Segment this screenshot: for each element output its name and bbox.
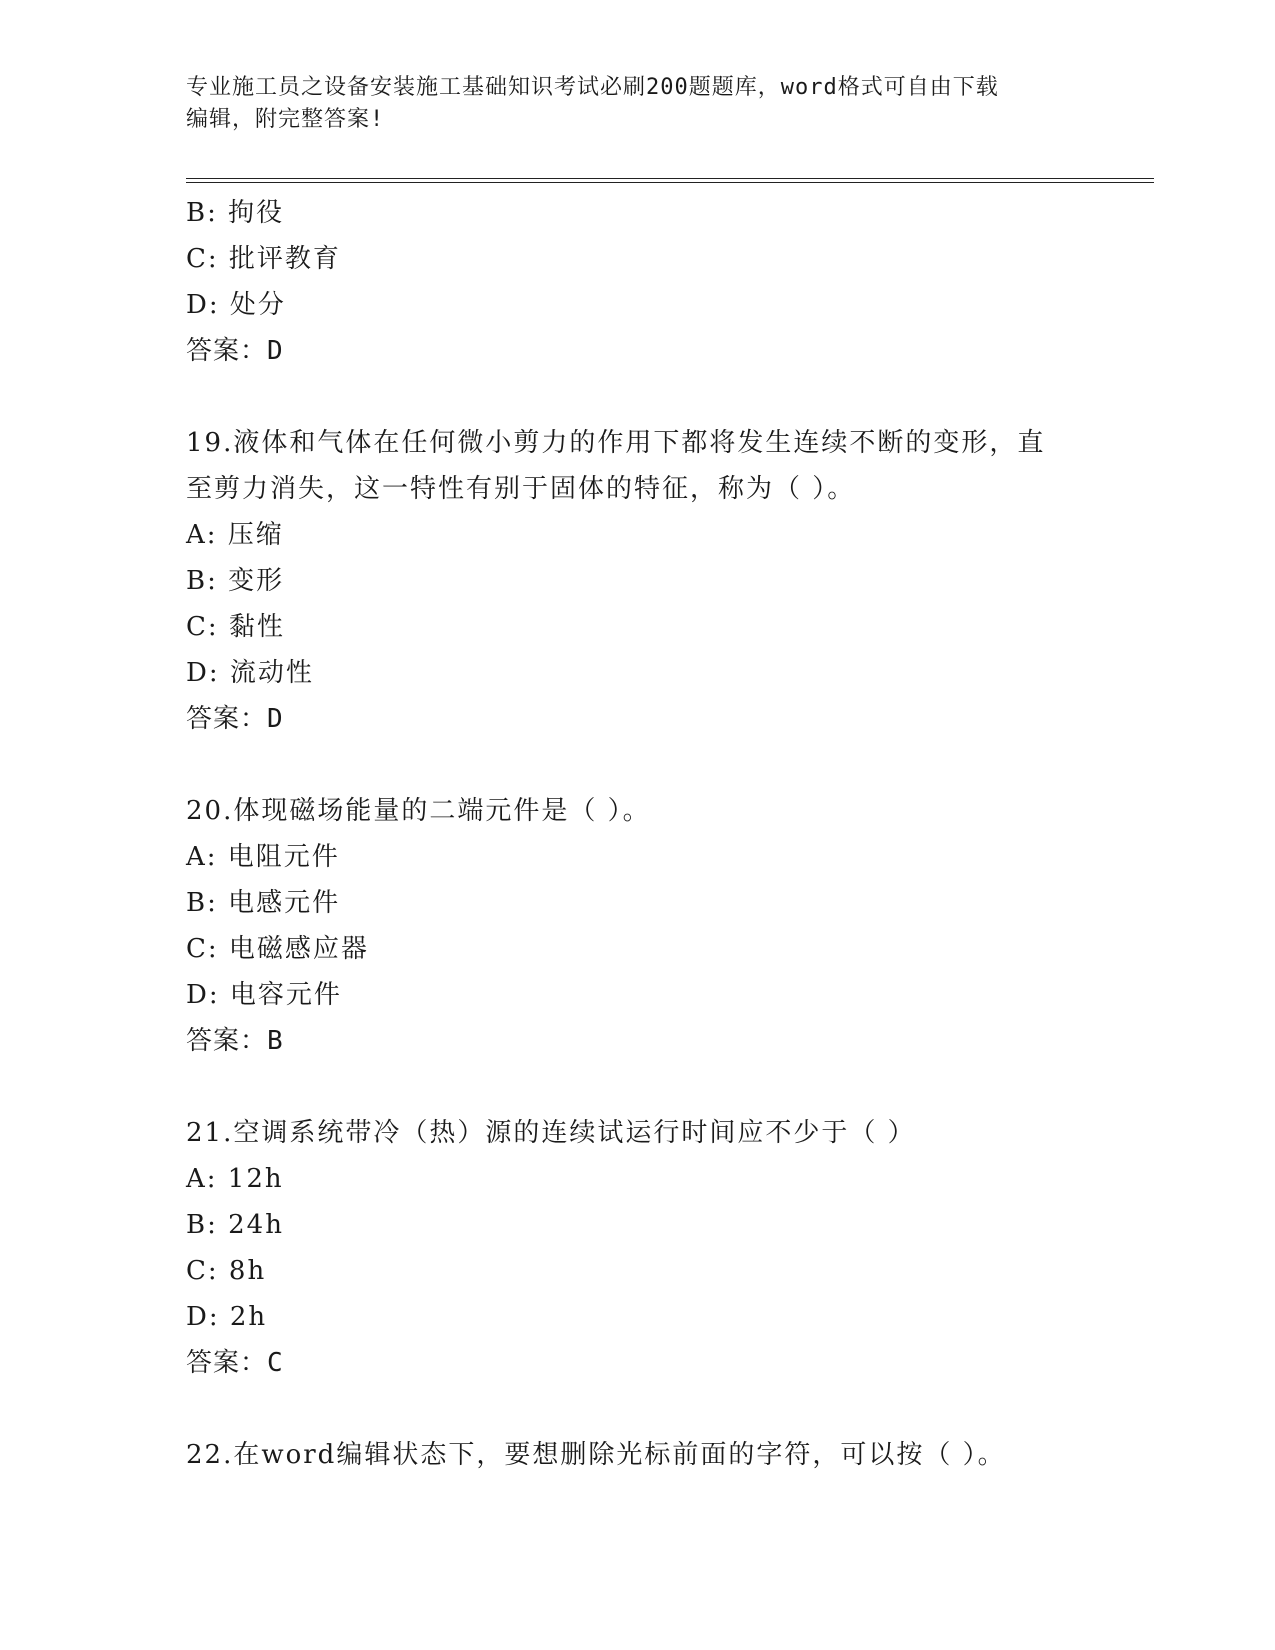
- option-d: D: 2h: [186, 1302, 268, 1332]
- question-18-tail: [186, 190, 1106, 374]
- option-c: C: 8h: [186, 1256, 267, 1286]
- option-b: B: 电感元件: [186, 888, 341, 918]
- option-d: D: 流动性: [186, 658, 314, 688]
- spacer: [186, 742, 1106, 788]
- option-b: B: 24h: [186, 1210, 284, 1240]
- option-a: A: 12h: [186, 1164, 284, 1194]
- option-c: C: 批评教育: [186, 244, 341, 274]
- question-19: [186, 420, 1106, 742]
- question-22: [186, 1432, 1106, 1478]
- spacer: [186, 1064, 1106, 1110]
- answer: 答案：D: [186, 704, 284, 734]
- option-a: A: 压缩: [186, 520, 284, 550]
- spacer: [186, 374, 1106, 420]
- question-text-line-1: 19.液体和气体在任何微小剪力的作用下都将发生连续不断的变形，直: [186, 428, 1046, 458]
- question-text-line-1: 21.空调系统带冷（热）源的连续试运行时间应不少于（ ）: [186, 1118, 916, 1148]
- answer: 答案：D: [186, 336, 284, 366]
- answer: 答案：C: [186, 1348, 284, 1378]
- option-a: A: 电阻元件: [186, 842, 340, 872]
- option-b: B: 拘役: [186, 198, 285, 228]
- option-c: C: 电磁感应器: [186, 934, 369, 964]
- question-text-line-2: 至剪力消失，这一特性有别于固体的特征，称为（ ）。: [186, 474, 856, 504]
- document-header: [186, 72, 1086, 136]
- question-text-line-1: 20.体现磁场能量的二端元件是（ ）。: [186, 796, 651, 826]
- header-line-1: 专业施工员之设备安装施工基础知识考试必刷200题题库，word格式可自由下载: [186, 75, 999, 100]
- header-divider-top: [186, 178, 1154, 179]
- option-d: D: 电容元件: [186, 980, 342, 1010]
- question-list: [186, 190, 1106, 1478]
- question-text-line-1: 22.在word编辑状态下，要想删除光标前面的字符，可以按（ ）。: [186, 1440, 1006, 1470]
- option-d: D: 处分: [186, 290, 286, 320]
- header-divider-bottom: [186, 182, 1154, 183]
- option-c: C: 黏性: [186, 612, 285, 642]
- option-b: B: 变形: [186, 566, 285, 596]
- answer: 答案：B: [186, 1026, 284, 1056]
- question-21: [186, 1110, 1106, 1386]
- spacer: [186, 1386, 1106, 1432]
- question-20: [186, 788, 1106, 1064]
- header-line-2: 编辑，附完整答案!: [186, 107, 385, 132]
